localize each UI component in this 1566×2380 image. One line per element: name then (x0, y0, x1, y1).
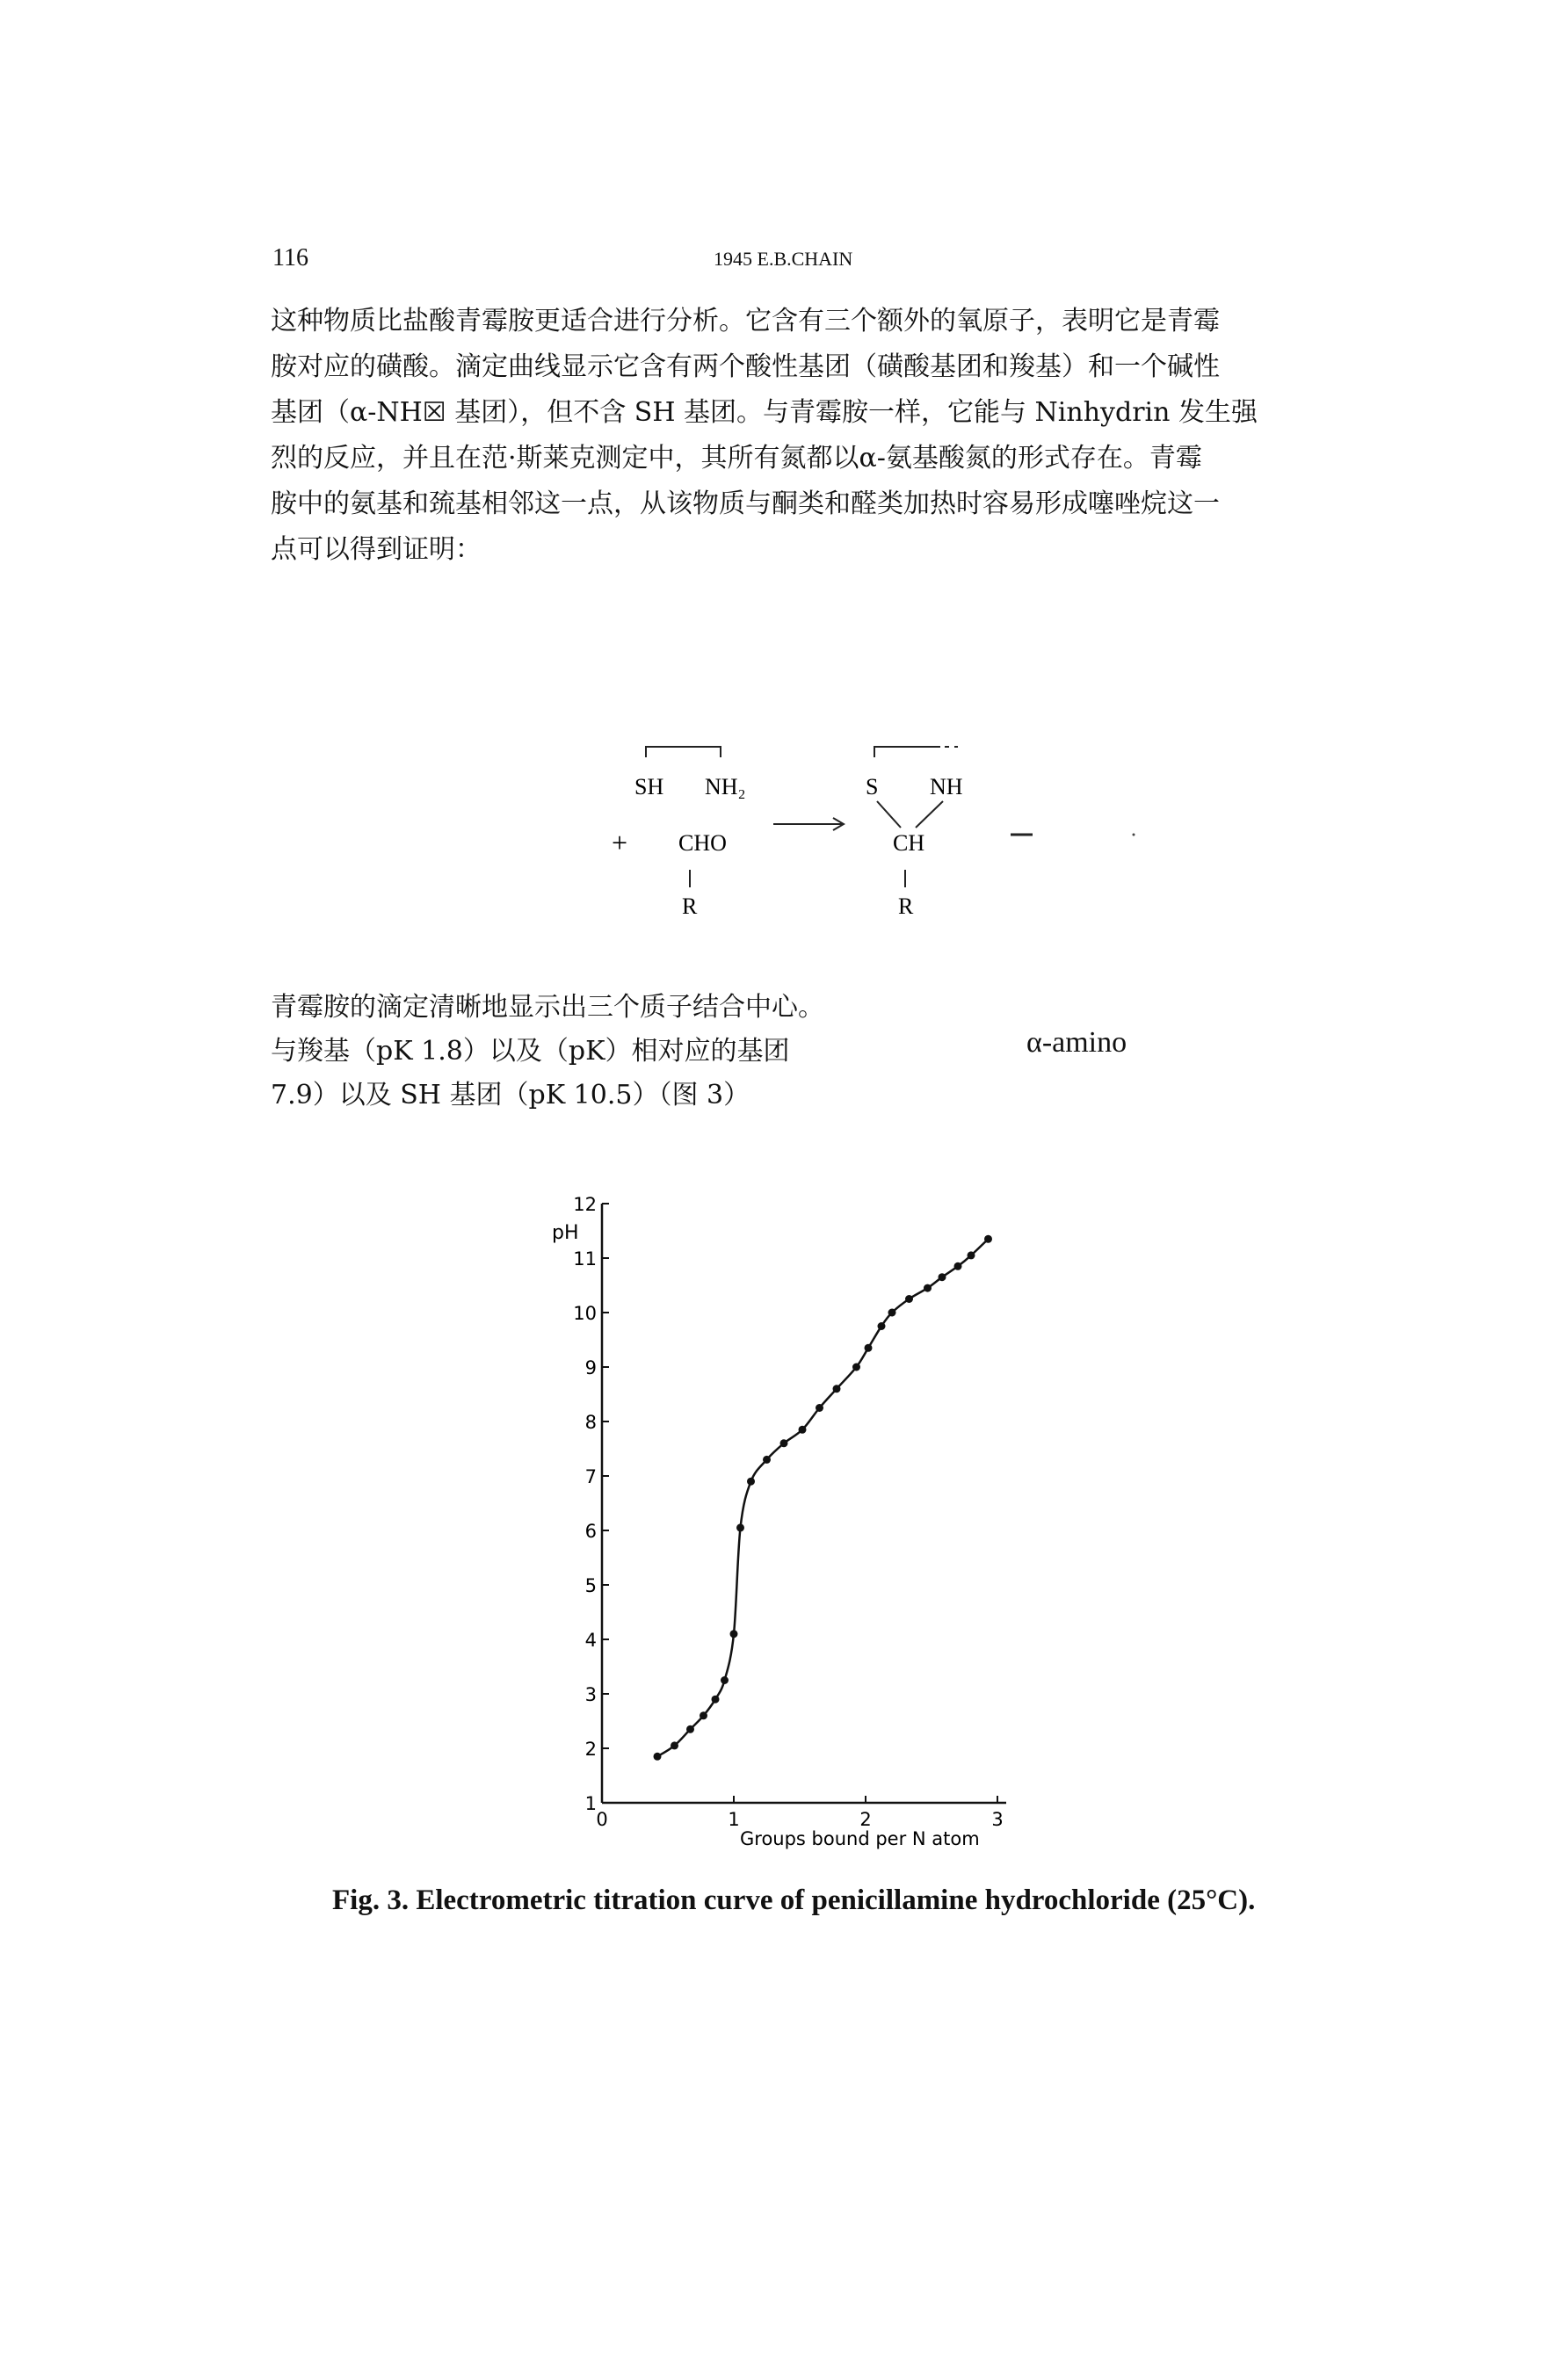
reactant-sh: SH (634, 774, 664, 799)
y-tick-label: 11 (573, 1248, 597, 1270)
y-tick-label: 10 (573, 1303, 597, 1324)
paragraph-1-line: 基团（α-NH☒ 基团），但不含 SH 基团。与青霉胺一样，它能与 Ninhydrin 发生强 (271, 397, 1258, 428)
reaction-arrow (773, 818, 844, 830)
paragraph-2 (271, 986, 1325, 1118)
product-nh: NH (930, 774, 963, 799)
alpha-amino-label: α-amino (1026, 1026, 1127, 1059)
y-axis-label: pH (552, 1222, 579, 1244)
data-point (799, 1426, 807, 1434)
y-tick-label: 9 (584, 1357, 597, 1378)
data-point (700, 1711, 707, 1719)
data-point (686, 1725, 694, 1733)
y-tick-label: 8 (584, 1412, 597, 1433)
y-tick-label: 12 (573, 1194, 597, 1215)
product-ch: CH (893, 830, 925, 856)
data-point (763, 1456, 771, 1464)
data-point (736, 1523, 744, 1531)
figure-caption: Fig. 3. Electrometric titration curve of penicillamine hydrochloride (25°C). (332, 1884, 1256, 1916)
data-point (968, 1251, 975, 1259)
r-group-left: R (682, 893, 698, 919)
titration-chart (536, 1177, 1046, 1863)
aldehyde-cho: CHO (678, 830, 727, 856)
data-point (939, 1273, 946, 1281)
running-title: 1945 E.B.CHAIN (714, 248, 853, 270)
y-tick-label: 5 (584, 1575, 597, 1596)
reactant-nh2: NH₂ (705, 774, 746, 799)
data-point (852, 1364, 860, 1371)
data-point (905, 1295, 913, 1303)
x-tick-label: 0 (596, 1809, 608, 1830)
paragraph-1-line: 烈的反应，并且在范·斯莱克测定中，其所有氮都以α-氨基酸氮的形式存在。青霉 (271, 443, 1202, 474)
data-point (747, 1478, 755, 1486)
y-tick-label: 2 (584, 1739, 597, 1760)
data-point (730, 1630, 738, 1638)
y-tick-label: 3 (584, 1684, 597, 1705)
data-point (984, 1235, 992, 1243)
data-point (833, 1385, 841, 1393)
data-point (924, 1284, 932, 1292)
page-number: 116 (272, 244, 308, 271)
plus-sign: + (612, 827, 628, 858)
paragraph-1-line: 这种物质比盐酸青霉胺更适合进行分析。它含有三个额外的氧原子，表明它是青霉 (271, 306, 1220, 336)
paragraph-1-line: 点可以得到证明： (271, 534, 482, 565)
paragraph-2-line: 7.9）以及 SH 基团（pK 10.5）（图 3） (271, 1080, 750, 1110)
data-point (888, 1309, 896, 1317)
series-line (657, 1239, 989, 1756)
data-point (865, 1344, 873, 1352)
product-s: S (866, 774, 879, 799)
x-axis-label: Groups bound per N atom (740, 1828, 980, 1849)
data-point (954, 1262, 962, 1270)
y-tick-label: 7 (584, 1466, 597, 1487)
y-tick-label: 1 (584, 1793, 597, 1814)
data-point (712, 1696, 720, 1704)
data-point (654, 1753, 662, 1761)
x-tick-label: 3 (991, 1809, 1004, 1830)
data-point (878, 1322, 886, 1330)
data-point (816, 1404, 823, 1412)
paragraph-2-line: 青霉胺的滴定清晰地显示出三个质子结合中心。 (271, 992, 824, 1023)
paragraph-2-line: 与羧基（pK 1.8）以及（pK）相对应的基团 (271, 1036, 790, 1067)
paragraph-1 (271, 299, 1325, 573)
x-tick-label: 2 (859, 1809, 872, 1830)
y-tick-label: 4 (584, 1630, 597, 1651)
paragraph-1-line: 胺中的氨基和巯基相邻这一点，从该物质与酮类和醛类加热时容易形成噻唑烷这一 (271, 488, 1220, 519)
paragraph-1-line: 胺对应的磺酸。滴定曲线显示它含有两个酸性基团（磺酸基团和羧基）和一个碱性 (271, 351, 1220, 382)
r-group-right: R (898, 893, 914, 919)
data-point (671, 1741, 678, 1749)
reaction-scheme (598, 729, 1160, 931)
y-tick-label: 6 (584, 1521, 597, 1542)
data-point (721, 1676, 729, 1684)
data-point (780, 1439, 788, 1447)
x-tick-label: 1 (728, 1809, 740, 1830)
